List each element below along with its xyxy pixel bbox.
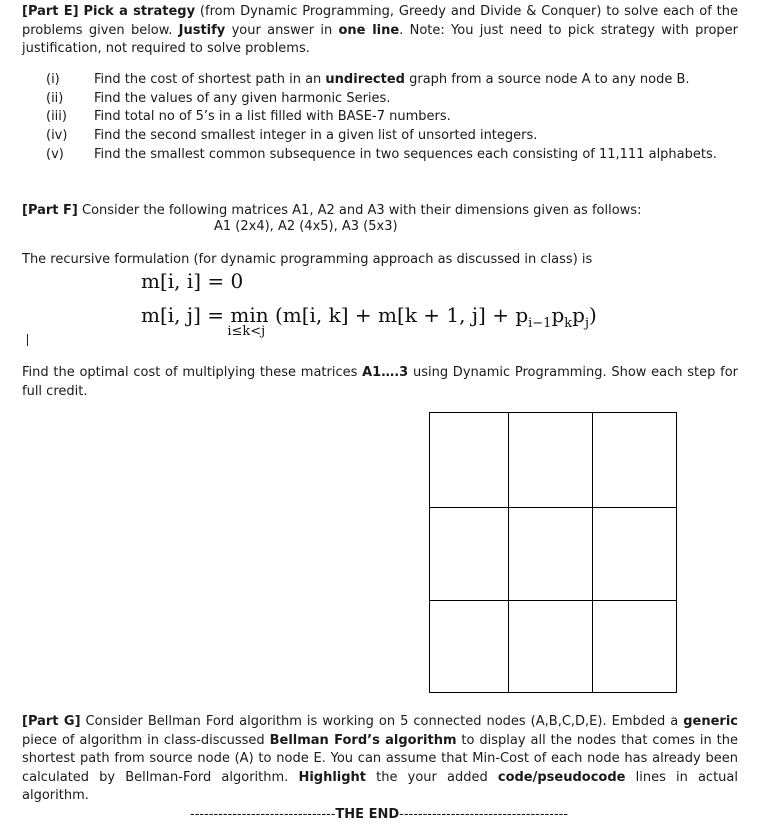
one-line-word: one line [338,22,400,38]
eq-close: ) [589,303,597,327]
item-text: Find the values of any given harmonic Series. [94,91,391,106]
find-text-post: using Dynamic Programming. Show each step for full credit. [22,365,739,399]
item-text: Find the cost of shortest path in an [94,72,326,87]
table-divider [430,507,676,508]
list-item [46,127,537,145]
the-end-label: THE END [335,807,400,822]
part-g-text-3: to display all the nodes that comes in the shortest path from source node (A) to node E. You can assume that Min-Cost of each node has already been calculated by Bellman-Ford algorithm. [22,732,738,785]
list-item [46,146,717,164]
part-e-tag: [Part E] [22,4,79,19]
item-number: (i) [46,72,60,87]
text-cursor [27,334,28,346]
part-f-tag: [Part F] [22,203,78,218]
eq-min-block [227,303,269,339]
answer-table [429,412,677,693]
part-f-question [22,364,738,401]
part-e-paragraph [22,3,738,59]
item-number: (iii) [46,109,67,124]
part-f-intro-text: Consider the following matrices A1, A2 and A3 with their dimensions given as follows: [77,203,642,218]
highlight-word: Highlight [298,769,367,785]
part-g-text-4: the your added [366,769,498,785]
part-g-text-5: lines in actual algorithm. [22,769,738,803]
eq-min-range: i≤k<j [227,324,266,339]
part-e-text-3: . Note: You just need to pick strategy with proper justification, not required to solve problems. [22,22,738,56]
part-g-paragraph [22,713,738,806]
generic-word: generic [683,714,739,729]
footer-dashes-right: ------------------------------------ [399,807,569,822]
matrices-range: A1….3 [362,365,409,380]
part-e-text: (from Dynamic Programming, Greedy and Divide & Conquer) to solve each of the problems given below. [22,4,739,38]
list-item [46,71,690,89]
equation-recurrence [141,303,597,339]
equation-base-case: m[i, i] = 0 [141,269,244,293]
part-f-intro [22,202,738,221]
item-number: (v) [46,147,64,162]
part-e-lead: Pick a strategy [83,4,196,19]
item-number: (ii) [46,91,64,106]
table-divider [430,600,676,601]
part-g-text: Consider Bellman Ford algorithm is working on 5 connected nodes (A,B,C,D,E). Embded a [80,714,684,729]
the-end-footer [190,807,624,823]
part-g-tag: [Part G] [22,714,81,729]
eq-p-j: p [572,303,585,327]
footer-dashes-left: ------------------------------- [190,807,336,822]
item-bold: undirected [325,72,405,87]
eq-left: m[i, j] = [141,303,231,327]
eq-sub-j: j [584,316,589,331]
part-g-text-2: piece of algorithm in class-discussed [22,732,270,748]
eq-sub-i-minus-1: i−1 [528,316,552,331]
justify-word: Justify [178,22,226,38]
bellman-ford-name: Bellman Ford’s algorithm [269,732,457,748]
item-text: Find the smallest common subsequence in two sequences each consisting of 11,111 alphabets. [94,147,717,162]
list-item [46,90,390,108]
item-text: Find the second smallest integer in a given list of unsorted integers. [94,128,538,143]
item-text-post: graph from a source node A to any node B. [404,72,690,87]
item-number: (iv) [46,128,68,143]
recursive-formulation-text: The recursive formulation (for dynamic programming approach as discussed in class) is [22,252,593,267]
part-e-text-2: your answer in [225,22,339,38]
table-divider [592,413,593,692]
find-text: Find the optimal cost of multiplying these matrices [22,365,363,380]
eq-p-k: p [551,303,565,327]
eq-min: min [230,303,269,327]
item-text: Find total no of 5’s in a list filled with BASE-7 numbers. [94,109,451,124]
matrix-dimensions: A1 (2x4), A2 (4x5), A3 (5x3) [214,219,398,234]
code-word: code/pseudocode [497,769,626,785]
eq-right: (m[i, k] + m[k + 1, j] + p [274,303,529,327]
eq-sub-k: k [564,316,573,331]
table-divider [508,413,509,692]
list-item [46,108,451,126]
